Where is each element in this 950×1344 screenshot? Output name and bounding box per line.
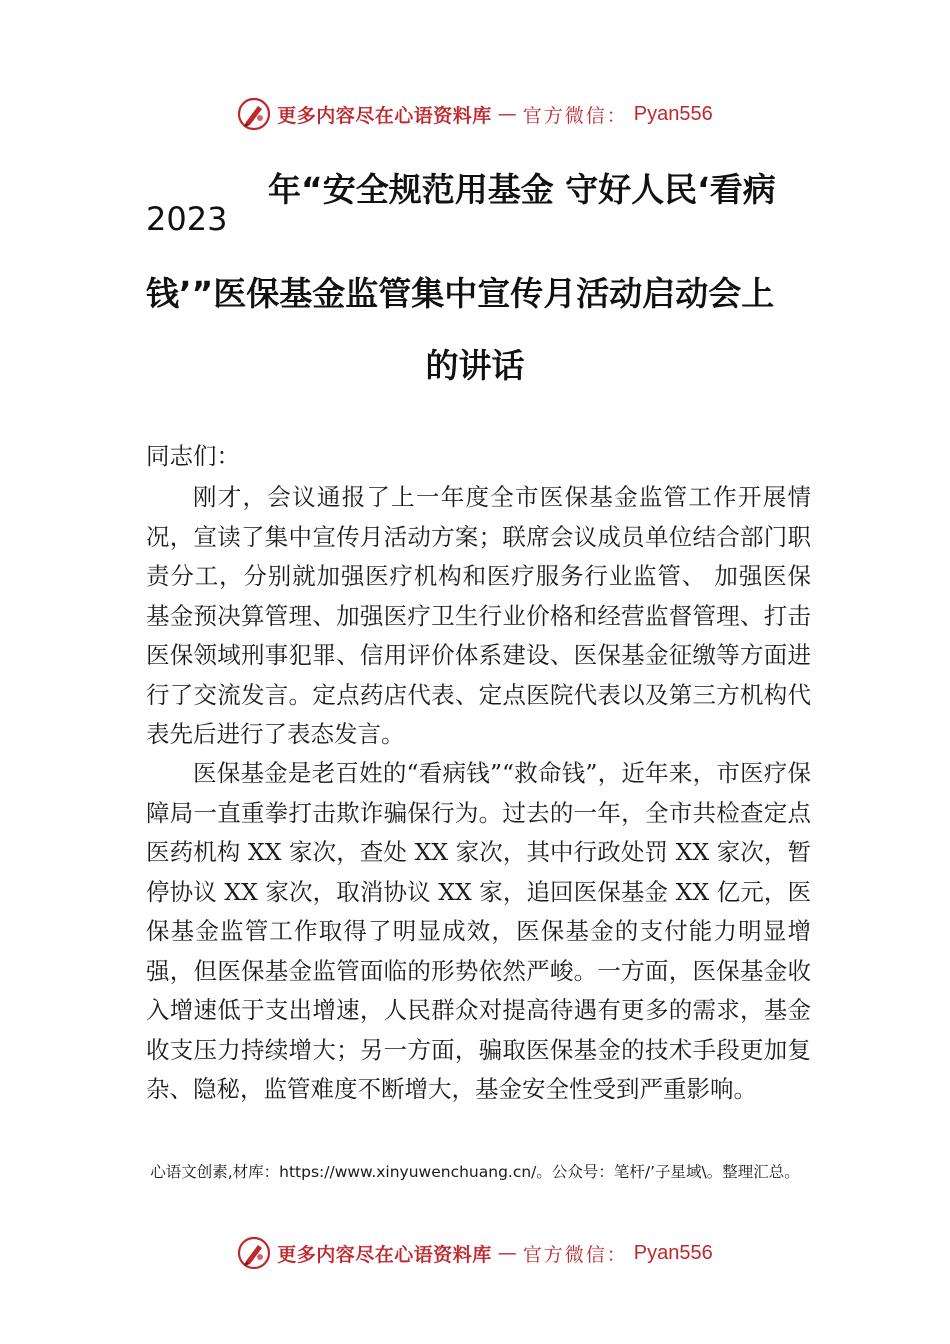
title-line-1: 年“安全规范用基金 守好人民‘看病 <box>268 170 776 209</box>
banner-wechat-id: Pyan556 <box>633 1241 713 1264</box>
banner-wechat-label: 官方微信： <box>522 104 628 127</box>
banner-separator: — <box>497 103 517 125</box>
title-line-3: 的讲话 <box>425 346 525 385</box>
paragraph-2: 医保基金是老百姓的“看病钱”“救命钱”，近年来，市医疗保障局一直重拳打击欺诈骗保行为。过去的一年，全市共检查定点医药机构 XX 家次，查处 XX 家次，其中行政处罚 XX 家次，暂停协议 XX 家次，取消协议 XX 家，追回医保基金 XX 亿元，医保基金监管工作取得了明显成效，医保基金的支付能力明显增强，但医保基金监管面临的形势依然严峻。一方面，医保基金收入增速低于支出增速，人民群众对提高待遇有更多的需求，基金收支压力持续增大；另一方面，骗取医保基金的技术手段更加复杂、隐秘，监管难度不断增大，基金安全性受到严重影响。 <box>146 759 811 1103</box>
banner-slogan: 更多内容尽在心语资料库 <box>277 104 492 127</box>
paragraph-1: 刚才，会议通报了上一年度全市医保基金监管工作开展情况，宣读了集中宣传月活动方案；联席会议成员单位结合部门职责分工，分别就加强医疗机构和医疗服务行业监管、 加强医保基金预决算管理、加强医疗卫生行业价格和经营监督管理、打击医保领域刑事犯罪、信用评价体系建设、医保基金征缴等方面进行了交流发言。定点药店代表、定点医院代表以及第三方机构代表先后进行了表态发言。 <box>146 483 811 748</box>
title-year: 2023 <box>146 200 228 238</box>
title-line-2: 钱’”医保基金监管集中宣传月活动启动会上 <box>146 274 775 313</box>
top-banner <box>0 94 950 134</box>
banner-wechat-label: 官方微信： <box>522 1243 628 1266</box>
banner-slogan: 更多内容尽在心语资料库 <box>277 1243 492 1266</box>
banner-wechat-id: Pyan556 <box>633 102 713 125</box>
banner-separator: — <box>497 1242 517 1264</box>
bottom-banner <box>0 1233 950 1273</box>
pen-logo-icon <box>237 97 271 131</box>
pen-logo-icon <box>237 1236 271 1270</box>
footer-source-note: 心语文创素,材库：https://www.xinyuwenchuang.cn/。公众号：笔杆/’子星域\。整理汇总。 <box>150 1163 800 1181</box>
salutation: 同志们： <box>146 442 240 470</box>
